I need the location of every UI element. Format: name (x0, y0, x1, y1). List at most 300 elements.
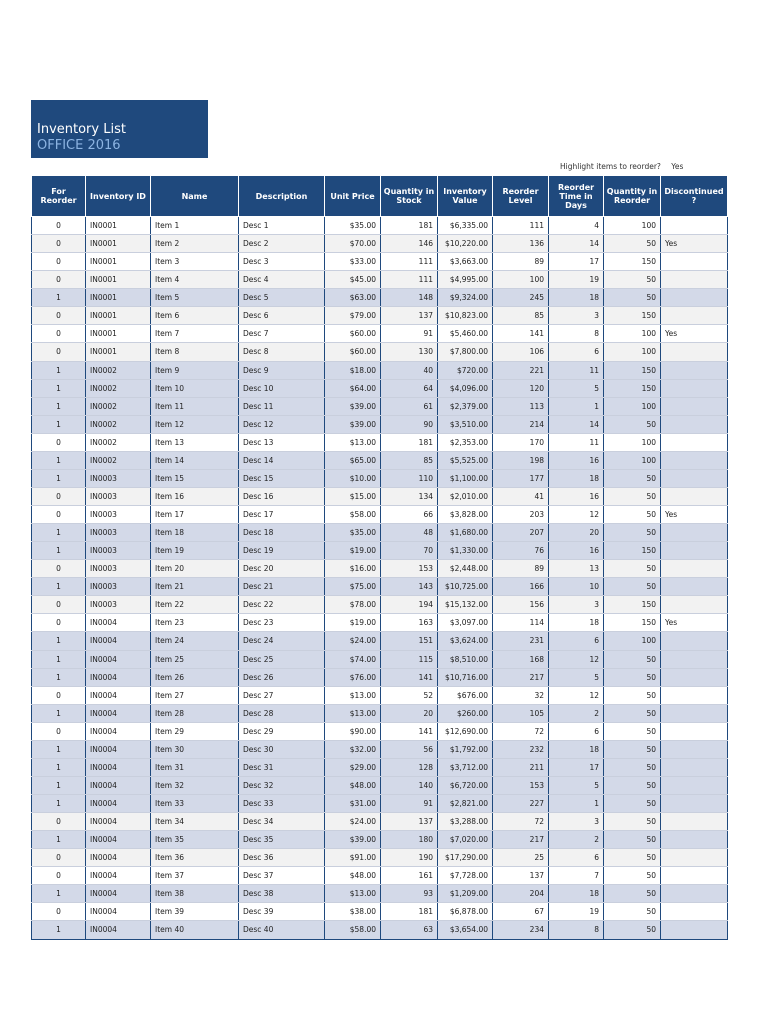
inventory-id-cell[interactable]: IN0004 (86, 795, 151, 813)
description-cell[interactable]: Desc 34 (239, 813, 325, 831)
description-cell[interactable]: Desc 8 (239, 343, 325, 361)
quantity-in-stock-cell[interactable]: 90 (381, 415, 438, 433)
reorder-level-cell[interactable]: 114 (493, 614, 549, 632)
quantity-in-stock-cell[interactable]: 52 (381, 686, 438, 704)
discontinued-cell[interactable] (661, 758, 728, 776)
quantity-in-stock-cell[interactable]: 91 (381, 795, 438, 813)
name-cell[interactable]: Item 29 (151, 722, 239, 740)
quantity-in-reorder-cell[interactable]: 50 (604, 740, 661, 758)
inventory-id-cell[interactable]: IN0004 (86, 921, 151, 939)
inventory-id-cell[interactable]: IN0003 (86, 469, 151, 487)
unit-price-cell[interactable]: $39.00 (325, 397, 381, 415)
reorder-time-cell[interactable]: 1 (549, 795, 604, 813)
name-cell[interactable]: Item 23 (151, 614, 239, 632)
highlight-value[interactable]: Yes (671, 162, 684, 171)
reorder-time-cell[interactable]: 3 (549, 307, 604, 325)
reorder-level-cell[interactable]: 89 (493, 560, 549, 578)
for-reorder-cell[interactable]: 1 (32, 668, 86, 686)
for-reorder-cell[interactable]: 1 (32, 776, 86, 794)
description-cell[interactable]: Desc 35 (239, 831, 325, 849)
quantity-in-stock-cell[interactable]: 91 (381, 325, 438, 343)
inventory-value-cell[interactable]: $6,335.00 (438, 217, 493, 235)
quantity-in-reorder-cell[interactable]: 100 (604, 397, 661, 415)
for-reorder-cell[interactable]: 1 (32, 921, 86, 939)
quantity-in-reorder-cell[interactable]: 50 (604, 289, 661, 307)
reorder-level-cell[interactable]: 204 (493, 885, 549, 903)
quantity-in-stock-cell[interactable]: 63 (381, 921, 438, 939)
inventory-id-cell[interactable]: IN0004 (86, 632, 151, 650)
name-cell[interactable]: Item 26 (151, 668, 239, 686)
quantity-in-stock-cell[interactable]: 137 (381, 307, 438, 325)
inventory-id-cell[interactable]: IN0004 (86, 885, 151, 903)
quantity-in-reorder-cell[interactable]: 150 (604, 379, 661, 397)
reorder-time-cell[interactable]: 20 (549, 524, 604, 542)
for-reorder-cell[interactable]: 0 (32, 903, 86, 921)
reorder-time-cell[interactable]: 6 (549, 849, 604, 867)
inventory-value-cell[interactable]: $1,330.00 (438, 542, 493, 560)
description-cell[interactable]: Desc 20 (239, 560, 325, 578)
reorder-level-cell[interactable]: 221 (493, 361, 549, 379)
discontinued-cell[interactable] (661, 560, 728, 578)
discontinued-cell[interactable] (661, 307, 728, 325)
col-quantity-in-reorder-header[interactable]: Quantity in Reorder (604, 176, 661, 217)
quantity-in-stock-cell[interactable]: 194 (381, 596, 438, 614)
inventory-id-cell[interactable]: IN0001 (86, 343, 151, 361)
unit-price-cell[interactable]: $64.00 (325, 379, 381, 397)
unit-price-cell[interactable]: $90.00 (325, 722, 381, 740)
reorder-time-cell[interactable]: 16 (549, 451, 604, 469)
inventory-id-cell[interactable]: IN0004 (86, 813, 151, 831)
unit-price-cell[interactable]: $16.00 (325, 560, 381, 578)
unit-price-cell[interactable]: $13.00 (325, 433, 381, 451)
inventory-value-cell[interactable]: $3,654.00 (438, 921, 493, 939)
inventory-id-cell[interactable]: IN0004 (86, 758, 151, 776)
reorder-level-cell[interactable]: 106 (493, 343, 549, 361)
inventory-value-cell[interactable]: $7,800.00 (438, 343, 493, 361)
unit-price-cell[interactable]: $24.00 (325, 632, 381, 650)
unit-price-cell[interactable]: $31.00 (325, 795, 381, 813)
discontinued-cell[interactable] (661, 379, 728, 397)
description-cell[interactable]: Desc 7 (239, 325, 325, 343)
reorder-time-cell[interactable]: 1 (549, 397, 604, 415)
name-cell[interactable]: Item 1 (151, 217, 239, 235)
discontinued-cell[interactable] (661, 289, 728, 307)
description-cell[interactable]: Desc 19 (239, 542, 325, 560)
name-cell[interactable]: Item 11 (151, 397, 239, 415)
inventory-id-cell[interactable]: IN0004 (86, 831, 151, 849)
description-cell[interactable]: Desc 31 (239, 758, 325, 776)
reorder-level-cell[interactable]: 72 (493, 813, 549, 831)
for-reorder-cell[interactable]: 0 (32, 253, 86, 271)
name-cell[interactable]: Item 13 (151, 433, 239, 451)
inventory-value-cell[interactable]: $5,460.00 (438, 325, 493, 343)
quantity-in-stock-cell[interactable]: 180 (381, 831, 438, 849)
quantity-in-reorder-cell[interactable]: 50 (604, 795, 661, 813)
reorder-time-cell[interactable]: 18 (549, 469, 604, 487)
inventory-id-cell[interactable]: IN0003 (86, 542, 151, 560)
inventory-id-cell[interactable]: IN0004 (86, 650, 151, 668)
for-reorder-cell[interactable]: 1 (32, 524, 86, 542)
unit-price-cell[interactable]: $70.00 (325, 235, 381, 253)
for-reorder-cell[interactable]: 1 (32, 740, 86, 758)
inventory-id-cell[interactable]: IN0002 (86, 379, 151, 397)
quantity-in-reorder-cell[interactable]: 50 (604, 686, 661, 704)
quantity-in-stock-cell[interactable]: 163 (381, 614, 438, 632)
inventory-value-cell[interactable]: $1,680.00 (438, 524, 493, 542)
discontinued-cell[interactable] (661, 632, 728, 650)
description-cell[interactable]: Desc 4 (239, 271, 325, 289)
inventory-value-cell[interactable]: $10,823.00 (438, 307, 493, 325)
quantity-in-reorder-cell[interactable]: 50 (604, 722, 661, 740)
for-reorder-cell[interactable]: 1 (32, 758, 86, 776)
for-reorder-cell[interactable]: 1 (32, 289, 86, 307)
name-cell[interactable]: Item 17 (151, 506, 239, 524)
quantity-in-stock-cell[interactable]: 111 (381, 271, 438, 289)
reorder-level-cell[interactable]: 166 (493, 578, 549, 596)
quantity-in-stock-cell[interactable]: 70 (381, 542, 438, 560)
discontinued-cell[interactable] (661, 921, 728, 939)
inventory-id-cell[interactable]: IN0004 (86, 686, 151, 704)
quantity-in-reorder-cell[interactable]: 100 (604, 343, 661, 361)
inventory-id-cell[interactable]: IN0003 (86, 596, 151, 614)
reorder-level-cell[interactable]: 207 (493, 524, 549, 542)
quantity-in-reorder-cell[interactable]: 50 (604, 776, 661, 794)
reorder-time-cell[interactable]: 5 (549, 776, 604, 794)
discontinued-cell[interactable] (661, 542, 728, 560)
inventory-id-cell[interactable]: IN0001 (86, 307, 151, 325)
quantity-in-stock-cell[interactable]: 140 (381, 776, 438, 794)
quantity-in-stock-cell[interactable]: 141 (381, 722, 438, 740)
discontinued-cell[interactable] (661, 578, 728, 596)
inventory-id-cell[interactable]: IN0001 (86, 253, 151, 271)
col-description-header[interactable]: Description (239, 176, 325, 217)
reorder-level-cell[interactable]: 113 (493, 397, 549, 415)
description-cell[interactable]: Desc 23 (239, 614, 325, 632)
name-cell[interactable]: Item 24 (151, 632, 239, 650)
inventory-id-cell[interactable]: IN0001 (86, 271, 151, 289)
name-cell[interactable]: Item 21 (151, 578, 239, 596)
name-cell[interactable]: Item 2 (151, 235, 239, 253)
description-cell[interactable]: Desc 2 (239, 235, 325, 253)
description-cell[interactable]: Desc 26 (239, 668, 325, 686)
inventory-id-cell[interactable]: IN0004 (86, 849, 151, 867)
reorder-level-cell[interactable]: 217 (493, 831, 549, 849)
reorder-level-cell[interactable]: 231 (493, 632, 549, 650)
discontinued-cell[interactable]: Yes (661, 325, 728, 343)
for-reorder-cell[interactable]: 0 (32, 235, 86, 253)
reorder-time-cell[interactable]: 5 (549, 668, 604, 686)
reorder-level-cell[interactable]: 76 (493, 542, 549, 560)
quantity-in-stock-cell[interactable]: 141 (381, 668, 438, 686)
quantity-in-stock-cell[interactable]: 93 (381, 885, 438, 903)
unit-price-cell[interactable]: $18.00 (325, 361, 381, 379)
description-cell[interactable]: Desc 24 (239, 632, 325, 650)
unit-price-cell[interactable]: $15.00 (325, 487, 381, 505)
quantity-in-stock-cell[interactable]: 181 (381, 433, 438, 451)
unit-price-cell[interactable]: $75.00 (325, 578, 381, 596)
inventory-value-cell[interactable]: $1,100.00 (438, 469, 493, 487)
for-reorder-cell[interactable]: 1 (32, 379, 86, 397)
quantity-in-reorder-cell[interactable]: 150 (604, 542, 661, 560)
inventory-value-cell[interactable]: $1,792.00 (438, 740, 493, 758)
reorder-level-cell[interactable]: 217 (493, 668, 549, 686)
inventory-value-cell[interactable]: $5,525.00 (438, 451, 493, 469)
name-cell[interactable]: Item 6 (151, 307, 239, 325)
quantity-in-reorder-cell[interactable]: 50 (604, 235, 661, 253)
for-reorder-cell[interactable]: 0 (32, 506, 86, 524)
reorder-time-cell[interactable]: 18 (549, 614, 604, 632)
description-cell[interactable]: Desc 38 (239, 885, 325, 903)
for-reorder-cell[interactable]: 0 (32, 217, 86, 235)
inventory-id-cell[interactable]: IN0004 (86, 740, 151, 758)
discontinued-cell[interactable] (661, 343, 728, 361)
quantity-in-stock-cell[interactable]: 143 (381, 578, 438, 596)
reorder-level-cell[interactable]: 234 (493, 921, 549, 939)
for-reorder-cell[interactable]: 0 (32, 813, 86, 831)
quantity-in-reorder-cell[interactable]: 50 (604, 487, 661, 505)
quantity-in-stock-cell[interactable]: 40 (381, 361, 438, 379)
name-cell[interactable]: Item 14 (151, 451, 239, 469)
inventory-value-cell[interactable]: $2,379.00 (438, 397, 493, 415)
reorder-time-cell[interactable]: 11 (549, 433, 604, 451)
inventory-value-cell[interactable]: $3,097.00 (438, 614, 493, 632)
description-cell[interactable]: Desc 30 (239, 740, 325, 758)
quantity-in-reorder-cell[interactable]: 100 (604, 451, 661, 469)
name-cell[interactable]: Item 18 (151, 524, 239, 542)
inventory-value-cell[interactable]: $3,712.00 (438, 758, 493, 776)
inventory-id-cell[interactable]: IN0002 (86, 433, 151, 451)
quantity-in-reorder-cell[interactable]: 50 (604, 560, 661, 578)
unit-price-cell[interactable]: $35.00 (325, 217, 381, 235)
reorder-level-cell[interactable]: 203 (493, 506, 549, 524)
for-reorder-cell[interactable]: 0 (32, 560, 86, 578)
discontinued-cell[interactable] (661, 397, 728, 415)
col-quantity-in-stock-header[interactable]: Quantity in Stock (381, 176, 438, 217)
unit-price-cell[interactable]: $19.00 (325, 542, 381, 560)
reorder-level-cell[interactable]: 72 (493, 722, 549, 740)
quantity-in-reorder-cell[interactable]: 150 (604, 361, 661, 379)
inventory-value-cell[interactable]: $15,132.00 (438, 596, 493, 614)
for-reorder-cell[interactable]: 1 (32, 650, 86, 668)
description-cell[interactable]: Desc 18 (239, 524, 325, 542)
for-reorder-cell[interactable]: 0 (32, 596, 86, 614)
quantity-in-stock-cell[interactable]: 61 (381, 397, 438, 415)
reorder-time-cell[interactable]: 11 (549, 361, 604, 379)
discontinued-cell[interactable]: Yes (661, 506, 728, 524)
discontinued-cell[interactable]: Yes (661, 235, 728, 253)
inventory-value-cell[interactable]: $7,728.00 (438, 867, 493, 885)
for-reorder-cell[interactable]: 0 (32, 271, 86, 289)
inventory-value-cell[interactable]: $4,096.00 (438, 379, 493, 397)
for-reorder-cell[interactable]: 0 (32, 849, 86, 867)
name-cell[interactable]: Item 20 (151, 560, 239, 578)
description-cell[interactable]: Desc 17 (239, 506, 325, 524)
name-cell[interactable]: Item 8 (151, 343, 239, 361)
for-reorder-cell[interactable]: 1 (32, 885, 86, 903)
reorder-time-cell[interactable]: 5 (549, 379, 604, 397)
discontinued-cell[interactable] (661, 433, 728, 451)
inventory-value-cell[interactable]: $3,288.00 (438, 813, 493, 831)
for-reorder-cell[interactable]: 1 (32, 831, 86, 849)
name-cell[interactable]: Item 5 (151, 289, 239, 307)
discontinued-cell[interactable] (661, 795, 728, 813)
quantity-in-stock-cell[interactable]: 130 (381, 343, 438, 361)
name-cell[interactable]: Item 7 (151, 325, 239, 343)
inventory-id-cell[interactable]: IN0004 (86, 614, 151, 632)
unit-price-cell[interactable]: $79.00 (325, 307, 381, 325)
for-reorder-cell[interactable]: 0 (32, 433, 86, 451)
name-cell[interactable]: Item 38 (151, 885, 239, 903)
quantity-in-stock-cell[interactable]: 148 (381, 289, 438, 307)
inventory-id-cell[interactable]: IN0001 (86, 325, 151, 343)
quantity-in-stock-cell[interactable]: 146 (381, 235, 438, 253)
unit-price-cell[interactable]: $48.00 (325, 776, 381, 794)
inventory-value-cell[interactable]: $10,725.00 (438, 578, 493, 596)
name-cell[interactable]: Item 39 (151, 903, 239, 921)
unit-price-cell[interactable]: $39.00 (325, 415, 381, 433)
inventory-value-cell[interactable]: $2,821.00 (438, 795, 493, 813)
quantity-in-stock-cell[interactable]: 111 (381, 253, 438, 271)
description-cell[interactable]: Desc 9 (239, 361, 325, 379)
quantity-in-stock-cell[interactable]: 181 (381, 903, 438, 921)
reorder-level-cell[interactable]: 211 (493, 758, 549, 776)
unit-price-cell[interactable]: $60.00 (325, 325, 381, 343)
for-reorder-cell[interactable]: 0 (32, 722, 86, 740)
inventory-value-cell[interactable]: $7,020.00 (438, 831, 493, 849)
name-cell[interactable]: Item 40 (151, 921, 239, 939)
discontinued-cell[interactable] (661, 776, 728, 794)
for-reorder-cell[interactable]: 0 (32, 614, 86, 632)
quantity-in-stock-cell[interactable]: 110 (381, 469, 438, 487)
quantity-in-reorder-cell[interactable]: 50 (604, 903, 661, 921)
discontinued-cell[interactable] (661, 217, 728, 235)
quantity-in-reorder-cell[interactable]: 50 (604, 668, 661, 686)
reorder-time-cell[interactable]: 17 (549, 758, 604, 776)
quantity-in-reorder-cell[interactable]: 100 (604, 217, 661, 235)
description-cell[interactable]: Desc 1 (239, 217, 325, 235)
quantity-in-reorder-cell[interactable]: 50 (604, 704, 661, 722)
unit-price-cell[interactable]: $60.00 (325, 343, 381, 361)
for-reorder-cell[interactable]: 0 (32, 343, 86, 361)
reorder-time-cell[interactable]: 16 (549, 487, 604, 505)
discontinued-cell[interactable] (661, 487, 728, 505)
name-cell[interactable]: Item 30 (151, 740, 239, 758)
quantity-in-stock-cell[interactable]: 190 (381, 849, 438, 867)
inventory-value-cell[interactable]: $2,448.00 (438, 560, 493, 578)
col-name-header[interactable]: Name (151, 176, 239, 217)
quantity-in-stock-cell[interactable]: 115 (381, 650, 438, 668)
description-cell[interactable]: Desc 27 (239, 686, 325, 704)
description-cell[interactable]: Desc 36 (239, 849, 325, 867)
inventory-id-cell[interactable]: IN0004 (86, 722, 151, 740)
quantity-in-reorder-cell[interactable]: 50 (604, 849, 661, 867)
name-cell[interactable]: Item 28 (151, 704, 239, 722)
quantity-in-reorder-cell[interactable]: 150 (604, 253, 661, 271)
reorder-time-cell[interactable]: 18 (549, 289, 604, 307)
unit-price-cell[interactable]: $48.00 (325, 867, 381, 885)
description-cell[interactable]: Desc 21 (239, 578, 325, 596)
unit-price-cell[interactable]: $10.00 (325, 469, 381, 487)
name-cell[interactable]: Item 12 (151, 415, 239, 433)
unit-price-cell[interactable]: $45.00 (325, 271, 381, 289)
discontinued-cell[interactable] (661, 867, 728, 885)
reorder-level-cell[interactable]: 111 (493, 217, 549, 235)
for-reorder-cell[interactable]: 0 (32, 686, 86, 704)
for-reorder-cell[interactable]: 1 (32, 451, 86, 469)
inventory-value-cell[interactable]: $676.00 (438, 686, 493, 704)
quantity-in-stock-cell[interactable]: 181 (381, 217, 438, 235)
inventory-id-cell[interactable]: IN0003 (86, 487, 151, 505)
reorder-time-cell[interactable]: 3 (549, 813, 604, 831)
reorder-time-cell[interactable]: 12 (549, 686, 604, 704)
description-cell[interactable]: Desc 16 (239, 487, 325, 505)
quantity-in-reorder-cell[interactable]: 100 (604, 433, 661, 451)
reorder-time-cell[interactable]: 14 (549, 235, 604, 253)
quantity-in-stock-cell[interactable]: 64 (381, 379, 438, 397)
reorder-level-cell[interactable]: 198 (493, 451, 549, 469)
unit-price-cell[interactable]: $91.00 (325, 849, 381, 867)
description-cell[interactable]: Desc 11 (239, 397, 325, 415)
for-reorder-cell[interactable]: 1 (32, 397, 86, 415)
discontinued-cell[interactable] (661, 831, 728, 849)
quantity-in-reorder-cell[interactable]: 100 (604, 632, 661, 650)
reorder-time-cell[interactable]: 6 (549, 343, 604, 361)
reorder-level-cell[interactable]: 177 (493, 469, 549, 487)
quantity-in-reorder-cell[interactable]: 50 (604, 469, 661, 487)
reorder-time-cell[interactable]: 3 (549, 596, 604, 614)
discontinued-cell[interactable] (661, 524, 728, 542)
reorder-level-cell[interactable]: 100 (493, 271, 549, 289)
name-cell[interactable]: Item 27 (151, 686, 239, 704)
discontinued-cell[interactable] (661, 849, 728, 867)
quantity-in-reorder-cell[interactable]: 50 (604, 415, 661, 433)
quantity-in-stock-cell[interactable]: 48 (381, 524, 438, 542)
reorder-level-cell[interactable]: 168 (493, 650, 549, 668)
unit-price-cell[interactable]: $13.00 (325, 885, 381, 903)
reorder-level-cell[interactable]: 153 (493, 776, 549, 794)
quantity-in-reorder-cell[interactable]: 50 (604, 813, 661, 831)
description-cell[interactable]: Desc 3 (239, 253, 325, 271)
quantity-in-reorder-cell[interactable]: 100 (604, 325, 661, 343)
quantity-in-stock-cell[interactable]: 134 (381, 487, 438, 505)
for-reorder-cell[interactable]: 1 (32, 795, 86, 813)
inventory-id-cell[interactable]: IN0002 (86, 397, 151, 415)
name-cell[interactable]: Item 31 (151, 758, 239, 776)
inventory-value-cell[interactable]: $3,624.00 (438, 632, 493, 650)
discontinued-cell[interactable] (661, 451, 728, 469)
discontinued-cell[interactable] (661, 650, 728, 668)
discontinued-cell[interactable] (661, 903, 728, 921)
quantity-in-reorder-cell[interactable]: 50 (604, 506, 661, 524)
reorder-time-cell[interactable]: 18 (549, 885, 604, 903)
inventory-value-cell[interactable]: $720.00 (438, 361, 493, 379)
description-cell[interactable]: Desc 15 (239, 469, 325, 487)
inventory-value-cell[interactable]: $1,209.00 (438, 885, 493, 903)
for-reorder-cell[interactable]: 0 (32, 487, 86, 505)
inventory-id-cell[interactable]: IN0001 (86, 289, 151, 307)
inventory-id-cell[interactable]: IN0003 (86, 560, 151, 578)
reorder-level-cell[interactable]: 141 (493, 325, 549, 343)
unit-price-cell[interactable]: $39.00 (325, 831, 381, 849)
discontinued-cell[interactable] (661, 596, 728, 614)
discontinued-cell[interactable] (661, 668, 728, 686)
for-reorder-cell[interactable]: 0 (32, 325, 86, 343)
description-cell[interactable]: Desc 37 (239, 867, 325, 885)
for-reorder-cell[interactable]: 0 (32, 867, 86, 885)
for-reorder-cell[interactable]: 1 (32, 415, 86, 433)
unit-price-cell[interactable]: $35.00 (325, 524, 381, 542)
reorder-time-cell[interactable]: 4 (549, 217, 604, 235)
